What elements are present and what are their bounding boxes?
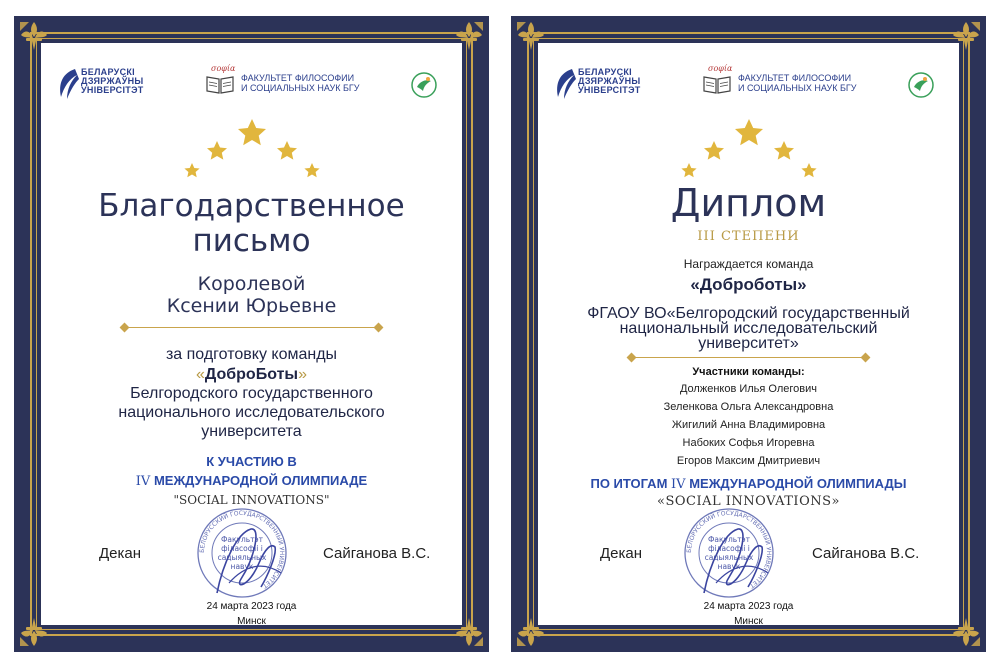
org-line3: университета <box>201 423 302 440</box>
for-line: за подготовку команды <box>165 346 338 363</box>
bsu-logo-line: БЕЛАРУСКІ <box>81 67 135 77</box>
green-circle-logo-icon <box>907 71 935 99</box>
org-line2: национальный исследовательский <box>619 320 878 337</box>
bsu-logo-line: ДЗЯРЖАЎНЫ <box>578 76 641 86</box>
sophia-label: σοφία <box>708 64 733 73</box>
issue-date: 24 марта 2023 года <box>206 601 297 612</box>
book-icon <box>702 73 732 95</box>
stars-row <box>41 119 462 179</box>
members-label: Участники команды: <box>692 366 805 378</box>
diploma-degree: III СТЕПЕНИ <box>697 229 800 244</box>
bsu-logo-line: ДЗЯРЖАЎНЫ <box>81 76 144 86</box>
paper <box>538 43 959 625</box>
gold-divider <box>124 323 379 333</box>
stamp-line: філасофіі і <box>221 544 263 553</box>
stamp-line: навук <box>717 562 741 571</box>
logo-row <box>552 63 945 103</box>
stamp-line: Факультэт <box>707 535 751 544</box>
stamp-line: Факультэт <box>220 535 264 544</box>
green-circle-logo-icon <box>410 71 438 99</box>
bsu-emblem-icon <box>55 67 81 101</box>
stamp-line: навук <box>230 562 254 571</box>
member-item: Егоров Максим Дмитриевич <box>676 455 821 467</box>
org-line3: университет» <box>698 335 799 352</box>
faculty-logo-line: ФАКУЛЬТЕТ ФИЛОСОФИИ <box>241 73 355 83</box>
gratitude-letter <box>14 16 489 652</box>
reason-line1: К УЧАСТИЮ В <box>206 454 297 469</box>
diploma <box>511 16 986 652</box>
university-stamp-icon <box>189 503 295 603</box>
sign-name: Сайганова В.С. <box>323 545 431 562</box>
paper <box>41 43 462 625</box>
org-line1: Белгородского государственного <box>130 385 373 402</box>
org-line2: национального исследовательского <box>118 404 385 421</box>
university-stamp-icon <box>676 503 782 603</box>
reason-line2: IV МЕЖДУНАРОДНОЙ ОЛИМПИАДЕ <box>135 473 368 489</box>
stars-row <box>538 119 959 179</box>
member-item: Жигилий Анна Владимировна <box>671 419 826 431</box>
book-icon <box>205 73 235 95</box>
five-stars-icon <box>679 119 819 179</box>
bsu-emblem-icon <box>552 67 578 101</box>
stamp-line: сацыяльных <box>217 553 267 562</box>
faculty-logo-line: И СОЦИАЛЬНЫХ НАУК БГУ <box>241 83 360 93</box>
logo-row <box>55 63 448 103</box>
issue-city: Минск <box>237 616 266 627</box>
member-item: Набоких Софья Игоревна <box>682 437 815 449</box>
stamp-line: сацыяльных <box>704 553 754 562</box>
gold-divider <box>631 353 866 363</box>
sign-name: Сайганова В.С. <box>812 545 920 562</box>
org-line1: ФГАОУ ВО«Белгородский государственный <box>587 305 910 322</box>
stamp-ring-text: БЕЛОРУССКИЙ ГОСУДАРСТВЕННЫЙ УНИВЕРСИТЕТ <box>685 509 773 590</box>
team-name: «Доброботы» <box>690 275 807 294</box>
sophia-label: σοφία <box>211 64 236 73</box>
result-line: ПО ИТОГАМ IV МЕЖДУНАРОДНОЙ ОЛИМПИАДЫ <box>590 476 907 492</box>
diploma-title: Диплом <box>670 181 827 225</box>
letter-title-line2: письмо <box>192 223 311 259</box>
issue-city: Минск <box>734 616 763 627</box>
team-line: «ДоброБоты» <box>196 366 307 383</box>
stamp-line: філасофіі і <box>708 544 750 553</box>
faculty-logo-line: ФАКУЛЬТЕТ ФИЛОСОФИИ <box>738 73 852 83</box>
awarded-label: Награждается команда <box>683 257 814 271</box>
bsu-logo-line: БЕЛАРУСКІ <box>578 67 632 77</box>
recipient-line1: Королевой <box>197 273 306 295</box>
letter-title-line1: Благодарственное <box>98 188 405 224</box>
bsu-logo-line: УНІВЕРСІТЭТ <box>81 85 144 95</box>
faculty-logo-line: И СОЦИАЛЬНЫХ НАУК БГУ <box>738 83 857 93</box>
bsu-logo-line: УНІВЕРСІТЭТ <box>578 85 641 95</box>
olympiad-name: «SOCIAL INNOVATIONS» <box>657 494 840 509</box>
recipient-line2: Ксении Юрьевне <box>166 295 337 317</box>
sign-role: Декан <box>600 545 643 562</box>
five-stars-icon <box>182 119 322 179</box>
stamp-ring-text: БЕЛОРУССКИЙ ГОСУДАРСТВЕННЫЙ УНИВЕРСИТЕТ <box>198 509 286 590</box>
member-item: Зеленкова Ольга Александровна <box>663 401 834 413</box>
olympiad-name: "SOCIAL INNOVATIONS" <box>173 493 330 507</box>
sign-role: Декан <box>99 545 142 562</box>
issue-date: 24 марта 2023 года <box>703 601 794 612</box>
member-item: Долженков Илья Олегович <box>679 383 818 395</box>
